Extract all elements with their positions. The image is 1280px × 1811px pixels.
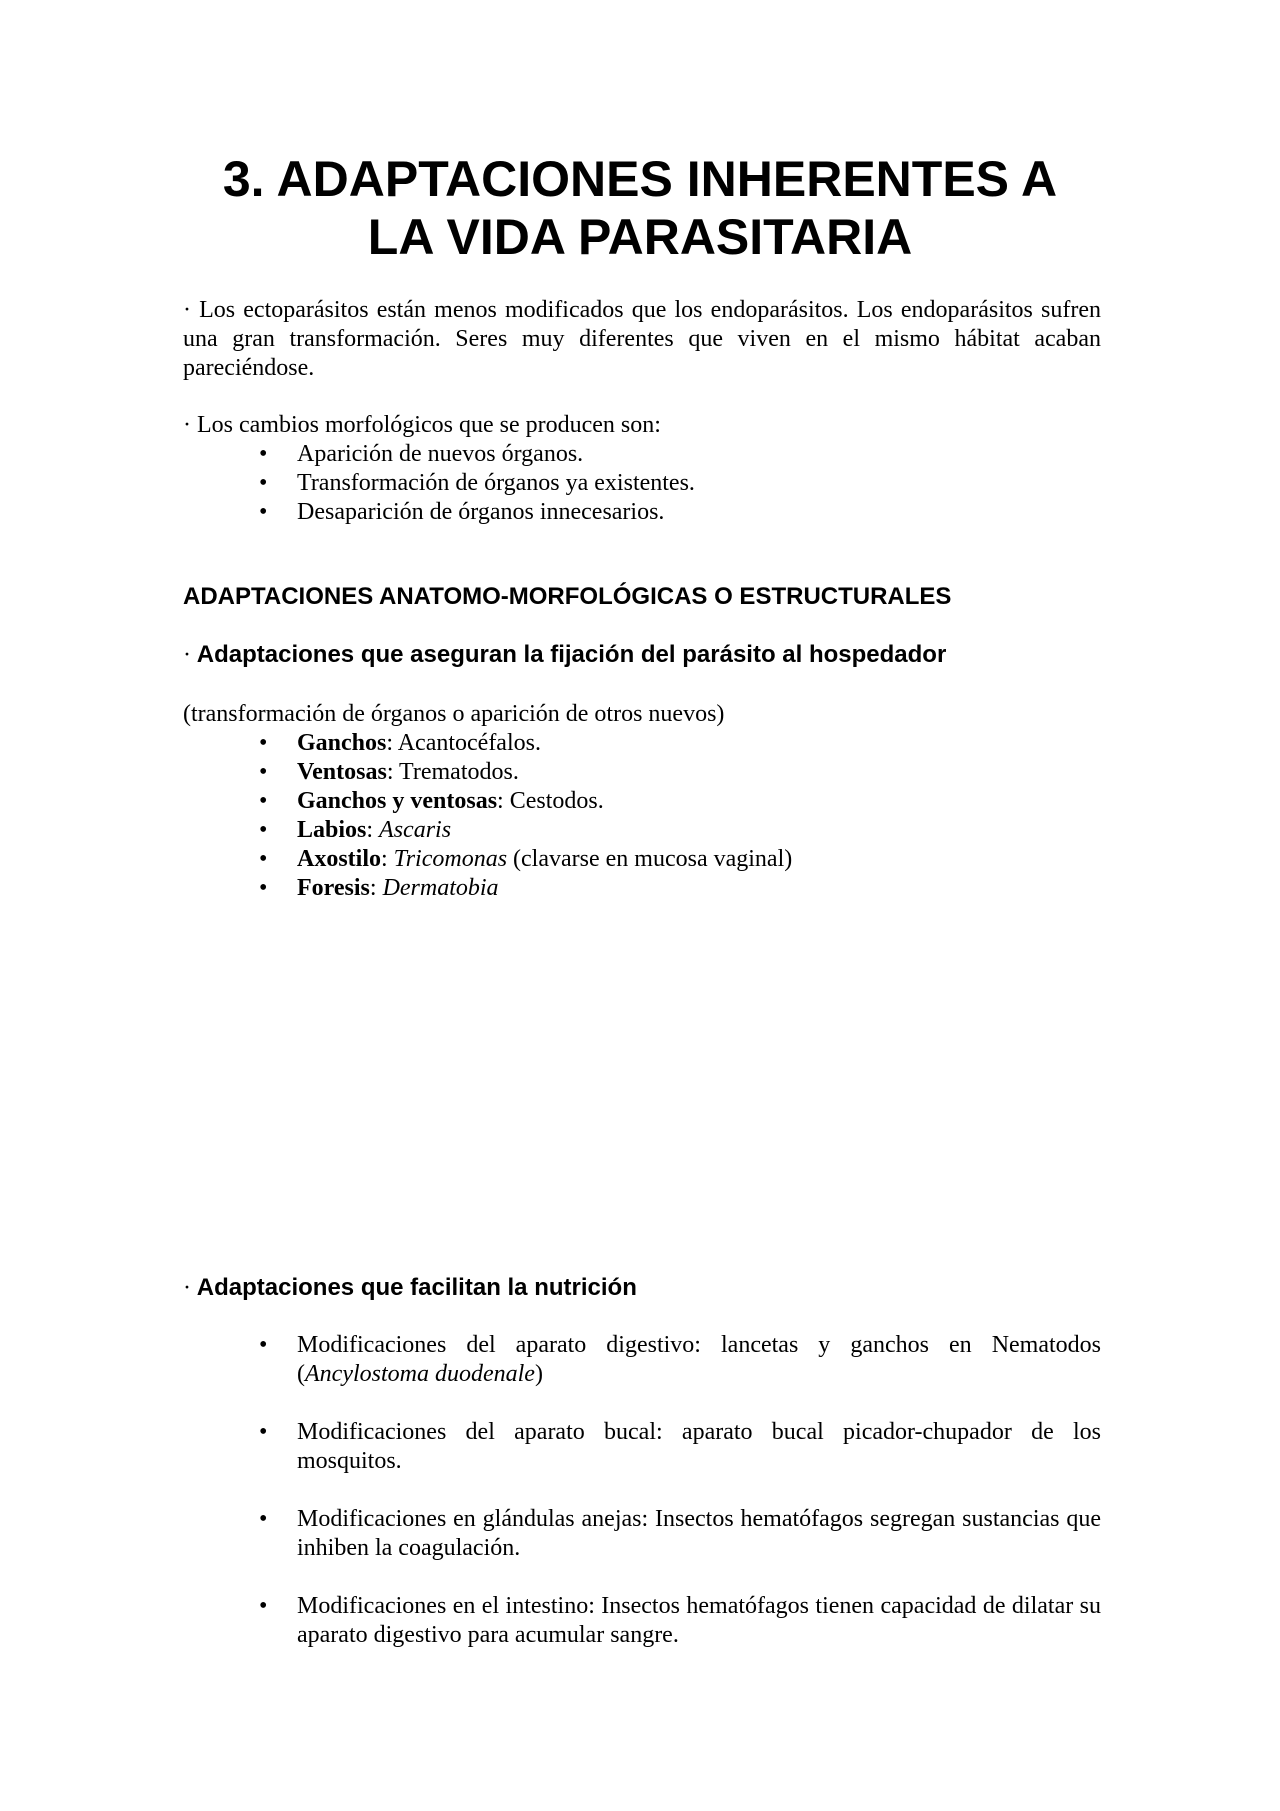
list-item: • Modificaciones en glándulas anejas: Insectos hematófagos segregan sustancias que inhiben la coagulación. [259,1506,1101,1561]
list-item: • Modificaciones del aparato bucal: aparato bucal picador-chupador de los mosquitos. [259,1419,1101,1474]
bullet-icon: • [259,846,268,872]
bullet-icon: • [259,1419,268,1445]
list-item: • Axostilo: Tricomonas (clavarse en mucosa vaginal) [259,846,793,872]
page-title [180,150,1100,266]
bullet-icon: • [259,788,268,814]
list-item: • Ganchos: Acantocéfalos. [259,730,541,756]
heading-bullet: · [183,1275,191,1301]
list-item: • Foresis: Dermatobia [259,875,499,901]
list-item: • Aparición de nuevos órganos. [259,441,584,467]
changes-intro: · Los cambios morfológicos que se producen son: [183,412,661,438]
heading-bullet: · [183,642,191,668]
fixation-list [183,729,1101,903]
bullet-icon: • [259,817,268,843]
bullet-icon: • [259,1593,268,1619]
fixation-note: (transformación de órganos o aparición de otros nuevos) [183,701,725,727]
title-line-2: LA VIDA PARASITARIA [367,209,913,265]
intro-paragraph: · Los ectoparásitos están menos modificados que los endoparásitos. Los endoparásitos sufren una gran transformación. Seres muy diferentes que viven en el mismo hábitat acaban pareciéndose. [183,297,1101,381]
list-item: • Modificaciones del aparato digestivo: lancetas y ganchos en Nematodos (Ancylostoma duodenale) [259,1332,1101,1387]
bullet-icon: • [259,730,268,756]
bullet-icon: • [259,1332,268,1358]
list-item: • Modificaciones en el intestino: Insectos hematófagos tienen capacidad de dilatar su aparato digestivo para acumular sangre. [259,1593,1101,1648]
section-heading: ADAPTACIONES ANATOMO-MORFOLÓGICAS O ESTRUCTURALES [183,583,952,610]
changes-list [183,440,1101,527]
bullet-icon: • [259,875,268,901]
title-line-1: 3. ADAPTACIONES INHERENTES A [222,151,1058,207]
list-item: • Labios: Ascaris [259,817,452,843]
list-item: • Transformación de órganos ya existentes. [259,470,695,496]
nutrition-heading: · Adaptaciones que facilitan la nutrición [183,1274,637,1301]
bullet-icon: • [259,759,268,785]
bullet-icon: • [259,1506,268,1532]
list-item: • Desaparición de órganos innecesarios. [259,499,665,525]
bullet-icon: • [259,441,268,467]
list-item: • Ganchos y ventosas: Cestodos. [259,788,604,814]
bullet-icon: • [259,499,268,525]
nutrition-list [183,1331,1101,1650]
list-item: • Ventosas: Trematodos. [259,759,519,785]
fixation-heading: · Adaptaciones que aseguran la fijación del parásito al hospedador [183,641,947,668]
bullet-icon: • [259,470,268,496]
